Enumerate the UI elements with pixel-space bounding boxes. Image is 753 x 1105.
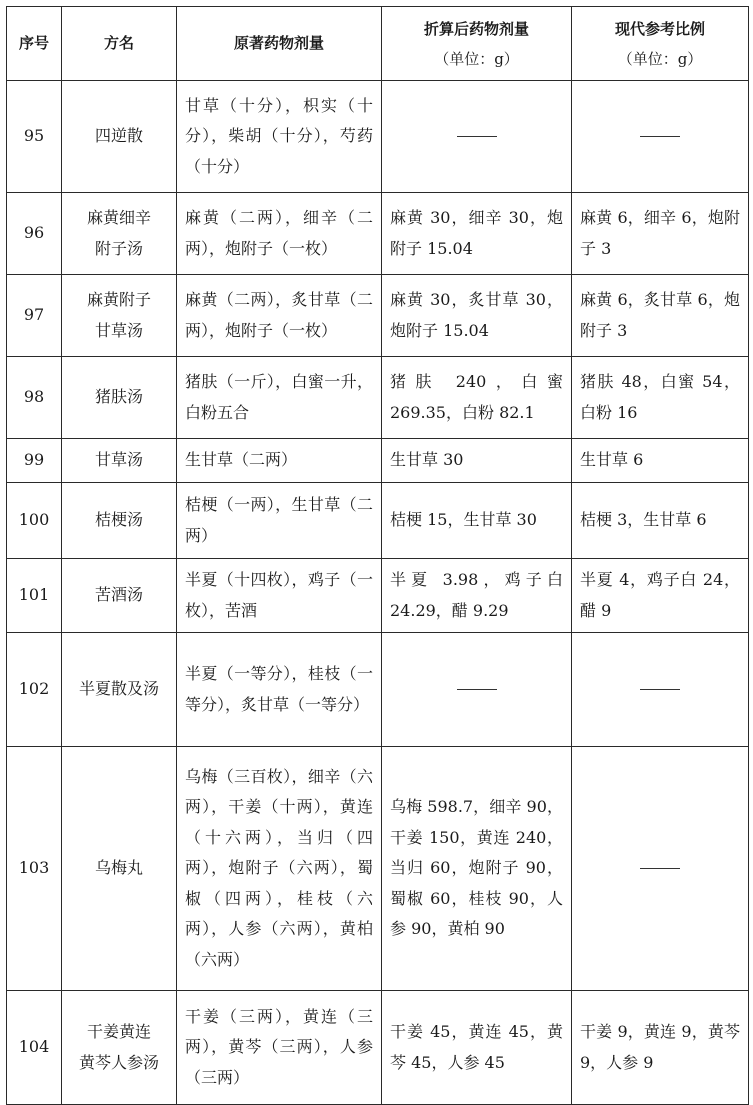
row-name-line: 附子汤 (94, 238, 143, 258)
row-converted-dose: 麻黄 30，细辛 30，炮附子 15.04 (382, 193, 572, 275)
table-row (7, 193, 749, 275)
row-converted-dose: 桔梗 15，生甘草 30 (382, 483, 572, 559)
row-orig-dose: 乌梅（三百枚），细辛（六两），干姜（十两），黄连（十六两），当归（四两），炮附子（六两），蜀椒（四两），桂枝（六两），人参（六两），黄柏（六两） (177, 747, 382, 991)
row-modern-ratio (572, 747, 749, 991)
header-conv-unit: （单位：g） (434, 49, 519, 68)
row-name-line: 四逆散 (94, 126, 143, 146)
row-name-line: 桔梗汤 (94, 510, 143, 530)
header-mod-unit: （单位：g） (617, 49, 703, 68)
row-name-line: 干姜黄连 (86, 1022, 151, 1041)
row-orig-dose: 甘草（十分），枳实（十分），柴胡（十分），芍药（十分） (177, 81, 382, 193)
row-modern-ratio: 麻黄 6，细辛 6，炮附子 3 (572, 193, 749, 275)
row-modern-ratio: 桔梗 3，生甘草 6 (572, 483, 749, 559)
row-name (62, 483, 177, 559)
row-modern-ratio: 猪肤 48，白蜜 54，白粉 16 (572, 357, 749, 439)
dash-placeholder (640, 689, 680, 690)
row-name (62, 357, 177, 439)
row-converted-dose: 干姜 45，黄连 45，黄芩 45，人参 45 (382, 991, 572, 1105)
row-no: 95 (7, 81, 62, 193)
row-name-line: 麻黄细辛 (86, 208, 151, 227)
row-converted-dose: 生甘草 30 (382, 439, 572, 483)
header-orig: 原著药物剂量 (177, 7, 382, 81)
row-no: 97 (7, 275, 62, 357)
header-row (7, 7, 749, 81)
dosage-table (6, 6, 749, 1105)
row-no: 99 (7, 439, 62, 483)
table-row (7, 439, 749, 483)
dash-placeholder (640, 136, 680, 137)
row-name-line: 黄芩人参汤 (78, 1052, 159, 1072)
row-no: 102 (7, 633, 62, 747)
row-no: 100 (7, 483, 62, 559)
header-no: 序号 (7, 7, 62, 81)
row-name (62, 439, 177, 483)
row-name-line: 甘草汤 (94, 320, 143, 340)
row-orig-dose: 生甘草（二两） (177, 439, 382, 483)
row-name-line: 麻黄附子 (86, 290, 151, 309)
row-orig-dose: 猪肤（一斤），白蜜一升，白粉五合 (177, 357, 382, 439)
row-no: 96 (7, 193, 62, 275)
row-converted-dose (382, 81, 572, 193)
table-row (7, 81, 749, 193)
header-name: 方名 (62, 7, 177, 81)
row-modern-ratio: 麻黄 6，炙甘草 6，炮附子 3 (572, 275, 749, 357)
row-converted-dose: 猪肤 240，白蜜 269.35，白粉 82.1 (382, 357, 572, 439)
row-orig-dose: 麻黄（二两），炙甘草（二两），炮附子（一枚） (177, 275, 382, 357)
table-row (7, 357, 749, 439)
row-name-line: 猪肤汤 (94, 387, 143, 407)
dash-placeholder (640, 868, 680, 869)
row-modern-ratio (572, 81, 749, 193)
row-no: 98 (7, 357, 62, 439)
row-name-line: 苦酒汤 (94, 585, 143, 605)
table-row (7, 275, 749, 357)
table-body (7, 81, 749, 1105)
row-name-line: 甘草汤 (94, 450, 143, 470)
row-name (62, 193, 177, 275)
row-converted-dose: 半夏 3.98，鸡子白 24.29，醋 9.29 (382, 559, 572, 633)
row-name (62, 633, 177, 747)
row-orig-dose: 桔梗（一两），生甘草（二两） (177, 483, 382, 559)
row-converted-dose: 乌梅 598.7，细辛 90，干姜 150，黄连 240，当归 60，炮附子 90，蜀椒 60，桂枝 90，人参 90，黄柏 90 (382, 747, 572, 991)
row-modern-ratio: 生甘草 6 (572, 439, 749, 483)
row-name (62, 81, 177, 193)
row-name (62, 559, 177, 633)
header-conv (382, 7, 572, 81)
header-conv-label: 折算后药物剂量 (423, 20, 529, 39)
row-converted-dose: 麻黄 30，炙甘草 30，炮附子 15.04 (382, 275, 572, 357)
row-orig-dose: 干姜（三两），黄连（三两），黄芩（三两），人参（三两） (177, 991, 382, 1105)
row-orig-dose: 半夏（一等分），桂枝（一等分），炙甘草（一等分） (177, 633, 382, 747)
row-no: 104 (7, 991, 62, 1105)
row-name (62, 275, 177, 357)
table-row (7, 483, 749, 559)
row-modern-ratio: 半夏 4，鸡子白 24，醋 9 (572, 559, 749, 633)
row-converted-dose (382, 633, 572, 747)
row-name (62, 747, 177, 991)
row-modern-ratio (572, 633, 749, 747)
table-row (7, 747, 749, 991)
row-orig-dose: 半夏（十四枚），鸡子（一枚），苦酒 (177, 559, 382, 633)
table-row (7, 633, 749, 747)
table-row (7, 559, 749, 633)
row-no: 101 (7, 559, 62, 633)
header-mod (572, 7, 749, 81)
row-orig-dose: 麻黄（二两），细辛（二两），炮附子（一枚） (177, 193, 382, 275)
dash-placeholder (457, 689, 497, 690)
table-row (7, 991, 749, 1105)
row-modern-ratio: 干姜 9，黄连 9，黄芩 9，人参 9 (572, 991, 749, 1105)
dash-placeholder (457, 136, 497, 137)
row-name-line: 乌梅丸 (94, 858, 143, 878)
row-name (62, 991, 177, 1105)
header-mod-label: 现代参考比例 (614, 20, 705, 39)
row-no: 103 (7, 747, 62, 991)
row-name-line: 半夏散及汤 (78, 679, 159, 699)
